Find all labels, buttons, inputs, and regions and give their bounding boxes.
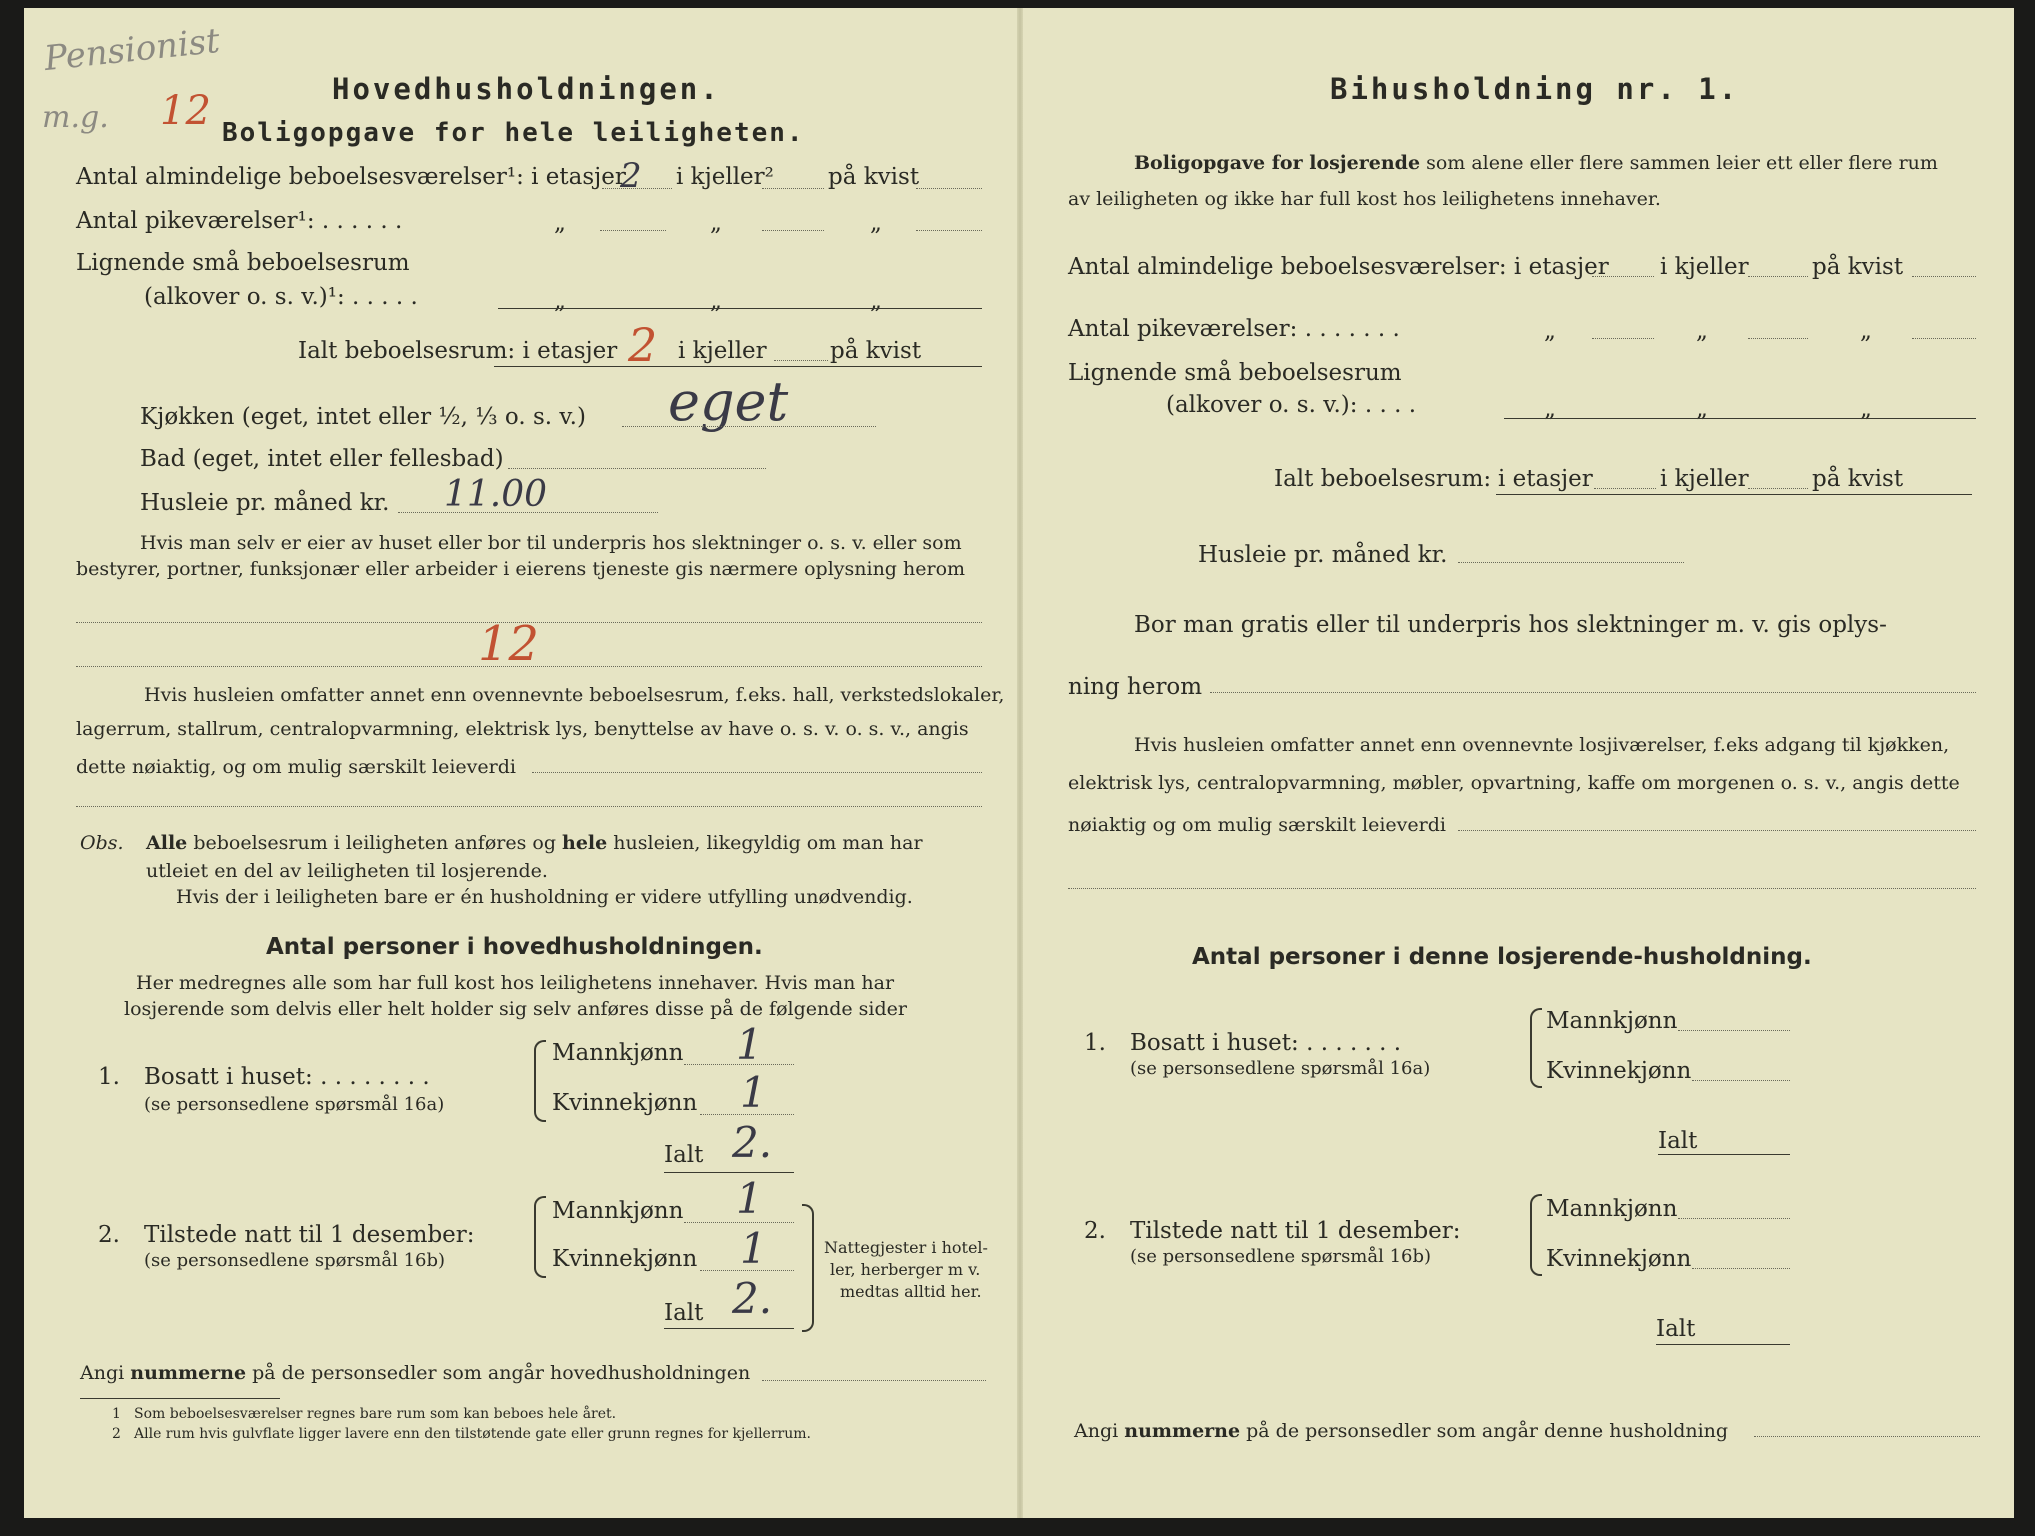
right-rooms-kvist-label: på kvist xyxy=(1812,254,1904,280)
right-bosatt-label: Bosatt i huset: . . . . . . . xyxy=(1130,1030,1402,1056)
right-ialt-kvist-label: på kvist xyxy=(1812,466,1904,492)
page-fold xyxy=(1017,8,1023,1518)
bosatt-brace xyxy=(534,1040,546,1122)
right-rooms-kvist-line xyxy=(1912,276,1976,277)
right-tilstede-sub: (se personsedlene spørsmål 16b) xyxy=(1130,1246,1432,1267)
footnote-1-num: 1 xyxy=(112,1406,121,1422)
ialt-underline xyxy=(494,366,982,367)
tilstede-label: Tilstede natt til 1 desember: xyxy=(144,1222,475,1248)
ditto-mark: „ xyxy=(710,288,722,314)
ditto-mark: „ xyxy=(1544,396,1556,422)
right-bosatt-kvinne-label: Kvinnekjønn xyxy=(1546,1058,1692,1084)
right-omfatter-2: elektrisk lys, centralopvarmning, møbler, opvartning, kaffe om morgenen o. s. v., angis dette xyxy=(1068,772,1960,794)
right-bosatt-mann-label: Mannkjønn xyxy=(1546,1008,1678,1034)
left-angi-c: på de personsedler som angår hovedhusholdningen xyxy=(252,1362,751,1384)
right-intro-bold: Boligopgave for losjerende xyxy=(1134,152,1421,174)
right-ialt-underline xyxy=(1496,494,1972,495)
bad-line xyxy=(508,468,766,469)
ditto-mark: „ xyxy=(1696,318,1708,344)
omfatter-text-3: dette nøiaktig, og om mulig særskilt leieverdi xyxy=(76,756,516,778)
right-ialt-etasjer-line xyxy=(1594,488,1656,489)
eier-text-1: Hvis man selv er eier av huset eller bor til underpris hos slektninger o. s. v. eller som xyxy=(140,532,962,554)
right-personer-title: Antal personer i denne losjerende-husholdning. xyxy=(1192,944,1812,970)
right-omfatter-3: nøiaktig og om mulig særskilt leieverdi xyxy=(1068,814,1446,836)
right-tilstede-kvinne-line xyxy=(1692,1268,1790,1269)
bad-label: Bad (eget, intet eller fellesbad) xyxy=(140,446,504,472)
ditto-mark: „ xyxy=(870,210,882,236)
nattegjester-text-1: Nattegjester i hotel- xyxy=(824,1238,988,1257)
lignende-sum-line xyxy=(498,308,982,309)
eier-text-2: bestyrer, portner, funksjonær eller arbeider i eierens tjeneste gis nærmere oplysning herom xyxy=(76,558,966,580)
rooms-kvist-line xyxy=(916,188,982,189)
bosatt-mann-value: 1 xyxy=(736,1020,763,1069)
pencil-note: Pensionist xyxy=(42,20,222,80)
tilstede-sub: (se personsedlene spørsmål 16b) xyxy=(144,1250,446,1271)
kjokken-value: eget xyxy=(668,370,789,433)
ditto-mark: „ xyxy=(554,210,566,236)
right-tilstede-mann-line xyxy=(1678,1218,1790,1219)
ditto-mark: „ xyxy=(1696,396,1708,422)
tilstede-mann-label: Mannkjønn xyxy=(552,1198,684,1224)
right-pike-line-2 xyxy=(1748,338,1808,339)
footnote-1: Som beboelsesværelser regnes bare rum som kan beboes hele året. xyxy=(134,1406,617,1422)
right-ialt-kjeller-line xyxy=(1748,488,1808,489)
left-angi xyxy=(80,1362,750,1384)
pike-line-2 xyxy=(762,230,824,231)
tilstede-mann-value: 1 xyxy=(736,1174,763,1223)
pencil-mg-label: m.g. xyxy=(42,100,109,135)
ialt-kjeller-line xyxy=(774,360,828,361)
right-intro-rest: som alene eller flere sammen leier ett eller flere rum xyxy=(1426,152,1938,174)
pike-line-1 xyxy=(600,230,666,231)
obs-label: Obs. xyxy=(80,832,124,854)
obs-text-b: husleien, likegyldig om man har xyxy=(613,832,923,854)
right-lignende-label-2: (alkover o. s. v.): . . . . xyxy=(1166,392,1417,418)
right-rooms-kjeller-line xyxy=(1748,276,1808,277)
personer-title: Antal personer i hovedhusholdningen. xyxy=(266,934,763,960)
rooms-label: Antal almindelige beboelsesværelser¹: i etasjer xyxy=(76,164,626,190)
ditto-mark: „ xyxy=(1544,318,1556,344)
right-title: Bihusholdning nr. 1. xyxy=(1330,72,1740,106)
right-angi-b: nummerne xyxy=(1124,1420,1241,1442)
husleie-line xyxy=(398,512,658,513)
left-angi-b: nummerne xyxy=(130,1362,247,1384)
personer-text-2: losjerende som delvis eller helt holder sig selv anføres disse på de følgende sider xyxy=(124,998,907,1020)
footnote-2: Alle rum hvis gulvflate ligger lavere enn den tilstøtende gate eller grunn regnes for kjellerrum. xyxy=(134,1426,811,1442)
tilstede-ialt-value: 2. xyxy=(732,1274,773,1323)
omfatter-text-1: Hvis husleien omfatter annet enn ovennevnte beboelsesrum, f.eks. hall, verkstedslokaler, xyxy=(144,684,1005,706)
obs-alle: Alle xyxy=(146,832,188,854)
right-lignende-label-1: Lignende små beboelsesrum xyxy=(1068,360,1402,386)
left-subtitle: Boligopgave for hele leiligheten. xyxy=(222,118,805,148)
ditto-mark: „ xyxy=(1860,396,1872,422)
ialt-rooms-label: Ialt beboelsesrum: i etasjer xyxy=(298,338,618,364)
eier-line-2 xyxy=(76,666,982,667)
right-tilstede-num: 2. xyxy=(1084,1218,1106,1244)
right-rooms-kjeller-label: i kjeller xyxy=(1660,254,1749,280)
omfatter-line-2 xyxy=(76,806,982,807)
husleie-value: 11.00 xyxy=(444,474,548,515)
right-tilstede-ialt-line xyxy=(1656,1344,1790,1345)
right-rooms-label: Antal almindelige beboelsesværelser: i etasjer xyxy=(1068,254,1609,280)
red-mg-number: 12 xyxy=(160,88,211,134)
nattegjester-text-3: medtas alltid her. xyxy=(840,1282,982,1301)
ditto-mark: „ xyxy=(870,288,882,314)
husleie-label: Husleie pr. måned kr. xyxy=(140,490,390,516)
right-gratis-line xyxy=(1210,692,1976,693)
obs-line-1 xyxy=(146,832,923,854)
bosatt-kvinne-label: Kvinnekjønn xyxy=(552,1090,698,1116)
right-bosatt-ialt-line xyxy=(1658,1154,1790,1155)
tilstede-ialt-line xyxy=(664,1328,794,1329)
nattegjester-text-2: ler, herberger m v. xyxy=(830,1260,981,1279)
ialt-kvist-label: på kvist xyxy=(830,338,922,364)
bosatt-label: Bosatt i huset: . . . . . . . . xyxy=(144,1064,430,1090)
bosatt-kvinne-value: 1 xyxy=(740,1068,767,1117)
obs-line-3: Hvis der i leiligheten bare er én husholdning er videre utfylling unødvendig. xyxy=(176,886,913,908)
footnote-2-num: 2 xyxy=(112,1426,121,1442)
personer-text-1: Her medregnes alle som har full kost hos leilighetens innehaver. Hvis man har xyxy=(136,972,895,994)
right-omfatter-line-1 xyxy=(1458,830,1976,831)
right-husleie-line xyxy=(1458,562,1684,563)
right-pike-label: Antal pikeværelser: . . . . . . . xyxy=(1068,316,1400,342)
right-tilstede-kvinne-label: Kvinnekjønn xyxy=(1546,1246,1692,1272)
right-bosatt-kvinne-line xyxy=(1692,1080,1790,1081)
right-tilstede-ialt-label: Ialt xyxy=(1656,1316,1696,1342)
obs-line-2: utleiet en del av leiligheten til losjerende. xyxy=(146,860,548,882)
tilstede-ialt-label: Ialt xyxy=(664,1300,704,1326)
right-husleie-label: Husleie pr. måned kr. xyxy=(1198,542,1448,568)
right-tilstede-label: Tilstede natt til 1 desember: xyxy=(1130,1218,1461,1244)
omfatter-line-1 xyxy=(532,772,982,773)
lignende-label-2: (alkover o. s. v.)¹: . . . . . xyxy=(144,284,418,310)
right-angi-line xyxy=(1754,1436,1980,1437)
right-ialt-etasjer-label: i etasjer xyxy=(1498,466,1593,492)
pike-line-3 xyxy=(916,230,982,231)
right-lignende-sum-line xyxy=(1504,418,1976,419)
bosatt-sub: (se personsedlene spørsmål 16a) xyxy=(144,1094,445,1115)
herom-value: 12 xyxy=(478,616,540,672)
right-bosatt-brace xyxy=(1530,1008,1542,1088)
right-rooms-etasjer-line xyxy=(1592,276,1654,277)
bosatt-num: 1. xyxy=(98,1064,120,1090)
ditto-mark: „ xyxy=(710,210,722,236)
ialt-etasjer-value: 2 xyxy=(628,318,658,372)
rooms-etasjer-value: 2 xyxy=(620,156,642,196)
right-bosatt-num: 1. xyxy=(1084,1030,1106,1056)
kjokken-label: Kjøkken (eget, intet eller ½, ⅓ o. s. v.) xyxy=(140,404,586,430)
right-bosatt-sub: (se personsedlene spørsmål 16a) xyxy=(1130,1058,1431,1079)
bosatt-mann-label: Mannkjønn xyxy=(552,1040,684,1066)
left-angi-line xyxy=(762,1380,986,1381)
tilstede-kvinne-value: 1 xyxy=(740,1224,767,1273)
kjokken-line xyxy=(622,426,876,427)
right-ialt-label: Ialt beboelsesrum: xyxy=(1274,466,1492,492)
right-angi-c: på de personsedler som angår denne husholdning xyxy=(1246,1420,1729,1442)
right-gratis-2: ning herom xyxy=(1068,674,1203,700)
left-angi-a: Angi xyxy=(80,1362,125,1384)
rooms-kjeller-label: i kjeller² xyxy=(676,164,774,190)
bosatt-ialt-value: 2. xyxy=(732,1118,773,1167)
right-bosatt-mann-line xyxy=(1678,1030,1790,1031)
left-title: Hovedhusholdningen. xyxy=(332,72,721,106)
obs-text-a: beboelsesrum i leiligheten anføres og xyxy=(193,832,556,854)
right-ialt-kjeller-label: i kjeller xyxy=(1660,466,1749,492)
tilstede-brace xyxy=(534,1196,546,1278)
pike-label: Antal pikeværelser¹: . . . . . . xyxy=(76,208,403,234)
right-intro-2: av leiligheten og ikke har full kost hos leilighetens innehaver. xyxy=(1068,188,1661,210)
right-tilstede-mann-label: Mannkjønn xyxy=(1546,1196,1678,1222)
right-bosatt-ialt-label: Ialt xyxy=(1658,1128,1698,1154)
omfatter-text-2: lagerrum, stallrum, centralopvarmning, elektrisk lys, benyttelse av have o. s. v. o. s. v., angis xyxy=(76,718,969,740)
ialt-kjeller-label: i kjeller xyxy=(678,338,767,364)
footnote-rule xyxy=(80,1398,280,1399)
right-pike-line-3 xyxy=(1912,338,1976,339)
right-gratis-1: Bor man gratis eller til underpris hos slektninger m. v. gis oplys- xyxy=(1134,612,1887,638)
right-pike-line-1 xyxy=(1592,338,1654,339)
obs-hele: hele xyxy=(562,832,608,854)
right-angi-a: Angi xyxy=(1074,1420,1119,1442)
lignende-label-1: Lignende små beboelsesrum xyxy=(76,250,410,276)
bosatt-ialt-line xyxy=(664,1172,794,1173)
tilstede-num: 2. xyxy=(98,1222,120,1248)
tilstede-kvinne-label: Kvinnekjønn xyxy=(552,1246,698,1272)
ditto-mark: „ xyxy=(554,288,566,314)
rooms-kjeller-line xyxy=(762,188,824,189)
right-tilstede-brace xyxy=(1530,1194,1542,1276)
right-intro-1 xyxy=(1134,152,1938,174)
bosatt-ialt-label: Ialt xyxy=(664,1142,704,1168)
ditto-mark: „ xyxy=(1860,318,1872,344)
nattegjester-brace xyxy=(802,1204,814,1332)
right-angi xyxy=(1074,1420,1728,1442)
right-omfatter-1: Hvis husleien omfatter annet enn ovennevnte losjiværelser, f.eks adgang til kjøkken, xyxy=(1134,734,1950,756)
right-omfatter-line-2 xyxy=(1068,888,1976,889)
rooms-kvist-label: på kvist xyxy=(828,164,920,190)
